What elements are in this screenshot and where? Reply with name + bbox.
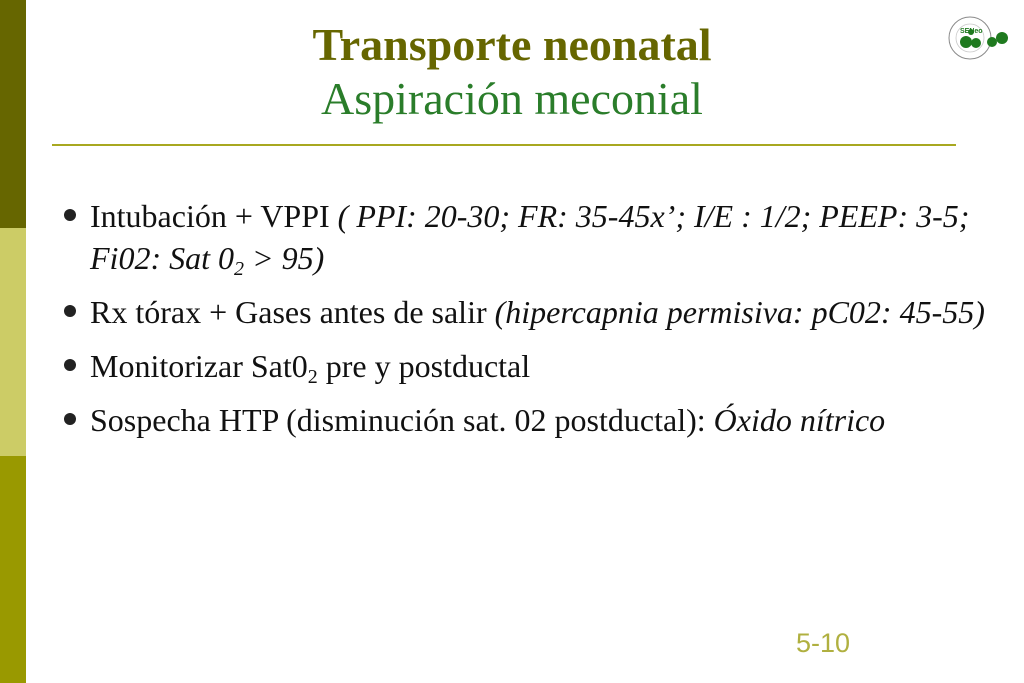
subscript: 2 (307, 366, 318, 388)
bullet-italic-text: ( PPI: 20-30; FR: 35-45x’; I/E : 1/2; PEEP: 3-5; Fi02: Sat 0 (90, 198, 970, 276)
slide-title: Transporte neonatal (312, 19, 712, 70)
bullet-text: Sospecha HTP (disminución sat. 02 postductal): (90, 402, 714, 438)
bullet-tail: pre y postductal (317, 348, 531, 384)
bullet-sospecha-htp (60, 399, 990, 441)
bullet-rx-torax (60, 291, 990, 333)
bullet-dot-icon (64, 209, 76, 221)
bullet-dot-icon (64, 359, 76, 371)
title-block (150, 18, 874, 126)
sidebar-segment-top (0, 0, 26, 228)
sidebar-segment-bottom (0, 456, 26, 683)
bullet-intubacion (60, 195, 990, 279)
bullet-italic-tail: > 95) (243, 240, 325, 276)
bullet-text: Intubación + VPPI (90, 198, 338, 234)
bullet-dot-icon (64, 305, 76, 317)
subscript: 2 (233, 258, 244, 280)
bullet-italic-text: Óxido nítrico (713, 402, 886, 438)
logo-text: SENeo (960, 28, 983, 35)
page-number: 5-10 (796, 628, 851, 658)
sidebar-bar (0, 0, 26, 683)
bullet-text: Rx tórax + Gases antes de salir (90, 294, 495, 330)
title-divider (52, 144, 956, 146)
sidebar-segment-middle (0, 228, 26, 456)
bullet-monitorizar (60, 345, 990, 387)
bullet-dot-icon (64, 413, 76, 425)
slide-subtitle: Aspiración meconial (321, 73, 703, 124)
bullet-list (60, 195, 990, 453)
bullet-text: Monitorizar Sat0 (90, 348, 308, 384)
seneo-logo-icon (940, 12, 1020, 62)
bullet-italic-text: (hipercapnia permisiva: pC02: 45-55) (494, 294, 985, 330)
